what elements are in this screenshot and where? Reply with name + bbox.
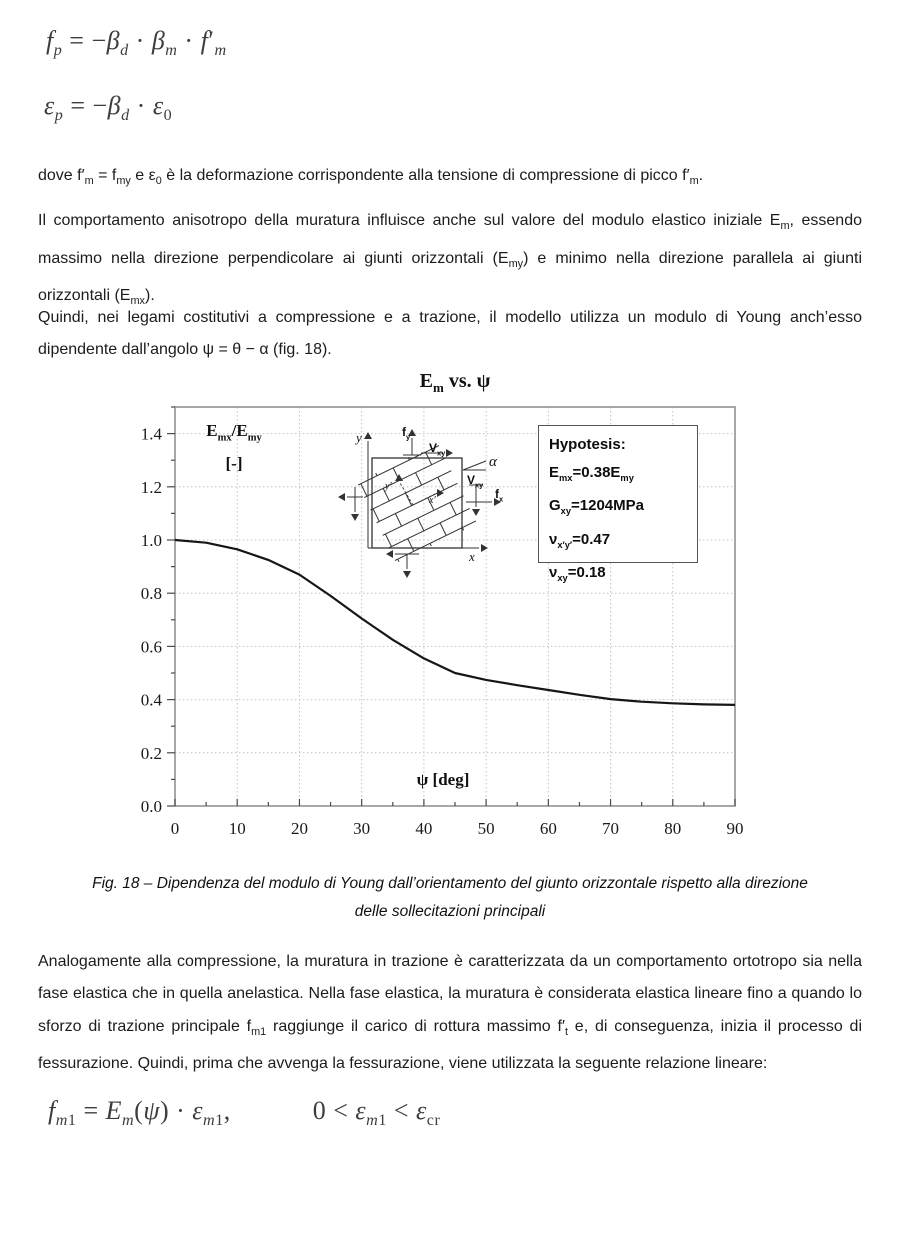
y-axis-label-ratio: $E_{mx}/E_{my}$	[206, 421, 262, 444]
legend-title: Hypotesis:	[549, 436, 626, 453]
y-axis-label	[188, 418, 280, 477]
formula-peak-strain: $\varepsilon_p = -\beta_d \cdot \varepsilon_0$	[44, 91, 173, 125]
svg-text:40: 40	[415, 819, 433, 838]
legend-poisson-xy: $\nu_{xy}=0.18$	[549, 564, 606, 583]
svg-text:60: 60	[539, 819, 557, 838]
svg-text:70: 70	[602, 819, 620, 838]
legend-shear-modulus: $G_{xy}=1204MPa$	[549, 497, 644, 516]
svg-text:1.2: 1.2	[140, 477, 162, 497]
svg-text:1.4: 1.4	[140, 424, 162, 444]
inset-vxy-right-label: $V_{xy}$	[467, 473, 484, 490]
chart-title: $E_m$ vs. ψ	[419, 370, 491, 395]
x-axis-label: ψ [deg]	[416, 770, 470, 789]
svg-text:50: 50	[477, 819, 495, 838]
figure-18-chart	[140, 368, 780, 846]
svg-text:10: 10	[228, 819, 246, 838]
legend-emx-ratio: $E_{mx}=0.38E_{my}$	[549, 463, 634, 483]
formula-linear-relation	[48, 1096, 440, 1130]
paragraph-definition: dove $f'_m = f_{my}$ e $\varepsilon_0$ è la deformazione corrispondente alla tensione di compressione di picco $f'_m$.	[38, 167, 704, 188]
svg-text:30: 30	[353, 819, 371, 838]
masonry-element-inset	[343, 425, 515, 575]
figure-caption	[38, 870, 862, 926]
legend-poisson-xpyp: $\nu_{x'y'}=0.47$	[549, 530, 611, 550]
formula-linear-relation-main: $f_{m1} = E_m(\psi) \cdot \varepsilon_{m1}$,	[48, 1096, 231, 1130]
paragraph-young-modulus: Quindi, nei legami costitutivi a compressione e a trazione, il modello utilizza un modulo di Young anch’esso dipendente dall’angolo ψ = θ − α (fig. 18).	[38, 309, 862, 359]
inset-x-prime-label: x′	[429, 495, 436, 506]
inset-y-axis-label: y	[356, 430, 362, 445]
y-axis-label-unit: [-]	[225, 454, 243, 474]
svg-text:0.0: 0.0	[140, 797, 162, 816]
inset-fy-label: $f_y$	[402, 425, 411, 442]
inset-y-prime-label: y′	[385, 481, 392, 492]
chart-legend	[538, 425, 698, 583]
svg-text:0.4: 0.4	[140, 690, 162, 710]
figure-caption-line1: Fig. 18 – Dipendenza del modulo di Young dall’orientamento del giunto orizzontale rispetto alla direzione	[92, 875, 808, 892]
formula-linear-relation-condition: $0 < \varepsilon_{m1} < \varepsilon_{cr}$	[312, 1096, 441, 1130]
formula-peak-stress: $f_p = -\beta_d \cdot \beta_m \cdot f'_m$	[46, 26, 227, 60]
inset-x-axis-label: x	[469, 549, 475, 564]
svg-text:20: 20	[290, 819, 308, 838]
svg-text:80: 80	[664, 819, 682, 838]
svg-text:90: 90	[726, 819, 744, 838]
inset-fx-label: $f_x$	[495, 487, 504, 504]
svg-text:0: 0	[170, 819, 180, 838]
inset-alpha-label: α	[489, 454, 497, 470]
svg-text:0.8: 0.8	[140, 584, 162, 604]
inset-vxy-top-label: $V_{xy}$	[429, 441, 446, 458]
figure-caption-line2: delle sollecitazioni principali	[354, 903, 546, 920]
svg-text:0.6: 0.6	[140, 637, 162, 657]
svg-text:0.2: 0.2	[140, 743, 162, 763]
paragraph-anisotropy: Il comportamento anisotropo della muratura influisce anche sul valore del modulo elastico iniziale $E_m$, essendo massimo nella direzione perpendicolare ai giunti orizzontali $(E_{my})$ e minimo nella direzione parallela ai giunti orizzontali $(E_{mx})$.	[38, 212, 862, 308]
paragraph-tension: Analogamente alla compressione, la muratura in trazione è caratterizzata da un comportamento ortotropo sia nella fase elastica che in quella anelastica. Nella fase elastica, la muratura è considerata elastica lineare fino a quando lo sforzo di trazione principale $f_{m1}$ raggiunge il carico di rottura massimo $f'_t$ e, di conseguenza, inizia il processo di fessurazione. Quindi, prima che avvenga la fessurazione, viene utilizzata la seguente relazione lineare:	[38, 953, 862, 1073]
svg-text:1.0: 1.0	[140, 531, 162, 550]
